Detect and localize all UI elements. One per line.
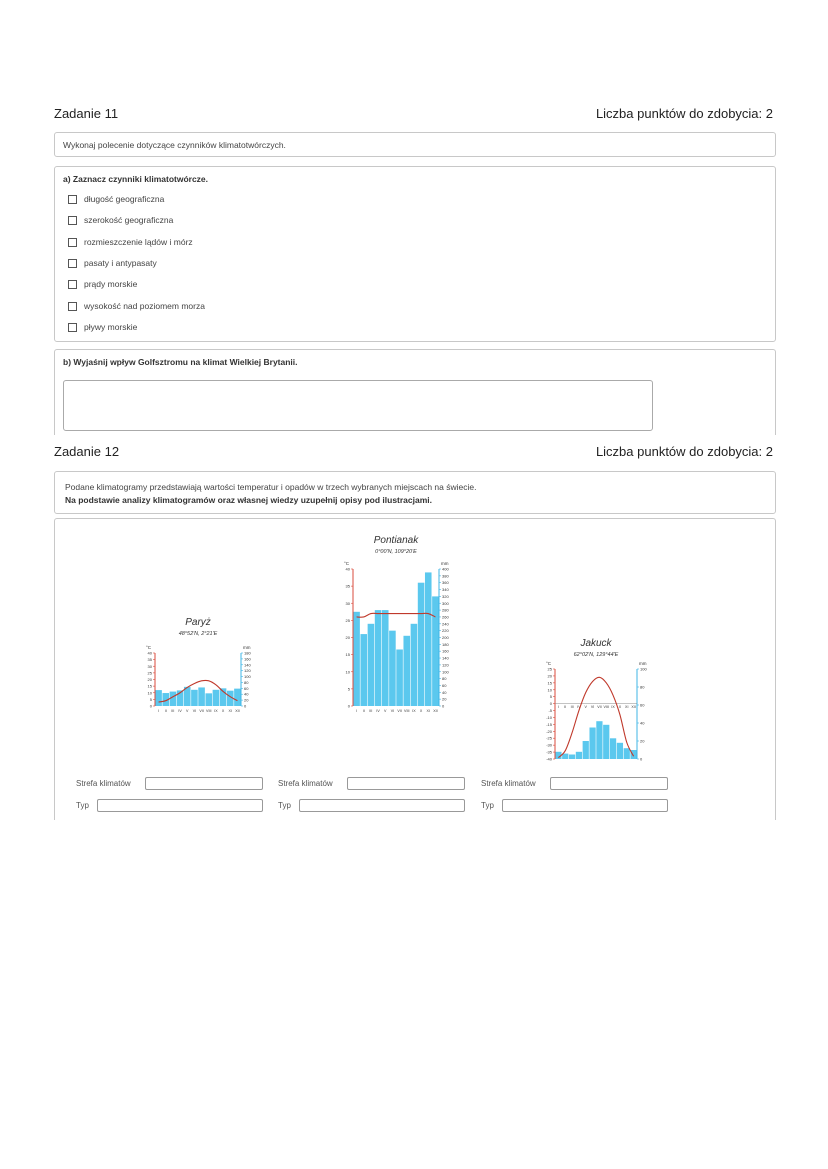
jakuck-temp-tick-label--40: -40 — [546, 756, 552, 762]
pontianak-unit-mm: mm — [441, 561, 449, 566]
jakuck-month-IV: IV — [577, 705, 581, 710]
checkbox[interactable] — [68, 302, 77, 311]
paris-precip-bar-VIII — [205, 693, 212, 706]
paris-temp-tick-label-15: 15 — [147, 683, 152, 689]
pontianak-precip-tick-label-380: 380 — [442, 573, 449, 579]
jakuck-temp-tick-label--10: -10 — [546, 714, 552, 720]
paris-precip-bar-XII — [234, 689, 241, 706]
paris-zone-input[interactable] — [145, 777, 263, 790]
pontianak-precip-tick-label-40: 40 — [442, 689, 447, 695]
paris-zone-label: Strefa klimatów — [76, 779, 131, 788]
jakuck-temp-tick-label-15: 15 — [547, 680, 552, 686]
jakuck-precip-bar-V — [583, 741, 589, 759]
jakuck-precip-bar-X — [617, 743, 623, 759]
paris-precip-bar-III — [170, 692, 177, 706]
paris-title: Paryż — [185, 617, 211, 628]
paris-month-XII: XII — [235, 709, 240, 713]
pontianak-precip-tick-label-80: 80 — [442, 676, 447, 682]
pontianak-month-XI: XI — [426, 709, 430, 713]
paris-precip-bar-IX — [213, 690, 220, 706]
task11-instruction-box — [54, 132, 776, 157]
pontianak-precip-tick-label-0: 0 — [442, 703, 445, 709]
jakuck-temp-tick-label-20: 20 — [547, 673, 552, 679]
paris-precip-tick-label-160: 160 — [244, 656, 251, 662]
paris-month-XI: XI — [228, 709, 232, 713]
pontianak-type-input[interactable] — [299, 799, 465, 812]
pontianak-precip-bar-IX — [411, 624, 418, 706]
pontianak-unit-c: °C — [344, 561, 350, 566]
pontianak-month-VIII: VIII — [404, 709, 410, 713]
pontianak-month-III: III — [369, 709, 373, 713]
pontianak-temp-tick-label-5: 5 — [347, 686, 350, 692]
pontianak-month-XII: XII — [433, 709, 438, 713]
option-label: szerokość geograficzna — [84, 215, 174, 225]
jakuck-precip-tick-label-100: 100 — [640, 666, 647, 672]
pontianak-month-II: II — [362, 709, 365, 713]
task12-instruction-box — [54, 471, 776, 514]
pontianak-precip-bar-II — [360, 634, 367, 706]
jakuck-temp-tick-label-5: 5 — [549, 694, 552, 700]
paris-coords: 48°52'N, 2°21'E — [178, 631, 218, 637]
paris-type-label: Typ — [76, 801, 89, 810]
jakuck-temp-tick-label--25: -25 — [546, 735, 552, 741]
pontianak-month-IV: IV — [376, 709, 380, 713]
paris-temp-tick-label-10: 10 — [147, 690, 152, 696]
paris-month-IX: IX — [214, 709, 218, 713]
jakuck-month-VIII: VIII — [603, 705, 609, 710]
paris-precip-bar-I — [155, 690, 162, 706]
pontianak-precip-tick-label-60: 60 — [442, 682, 447, 688]
pontianak-type-label: Typ — [278, 801, 291, 810]
paris-precip-tick-label-0: 0 — [244, 703, 247, 709]
jakuck-precip-bar-III — [569, 755, 575, 760]
jakuck-coords: 62°02'N, 129°44'E — [573, 652, 619, 658]
pontianak-month-V: V — [384, 709, 387, 713]
pontianak-temp-tick-label-25: 25 — [345, 617, 350, 623]
pontianak-precip-bar-VII — [396, 649, 403, 706]
pontianak-precip-bar-VI — [389, 631, 396, 706]
jakuck-month-VII: VII — [597, 705, 602, 710]
jakuck-precip-bar-IX — [610, 738, 616, 759]
pontianak-month-I: I — [356, 709, 358, 713]
paris-temp-tick-label-25: 25 — [147, 670, 152, 676]
jakuck-zone-label: Strefa klimatów — [481, 779, 536, 788]
option-plywy[interactable] — [68, 322, 137, 332]
pontianak-precip-tick-label-200: 200 — [442, 635, 449, 640]
jakuck-month-III: III — [570, 705, 574, 710]
jakuck-precip-tick-label-40: 40 — [640, 720, 645, 726]
paris-temp-tick-label-0: 0 — [149, 703, 152, 709]
pontianak-precip-bar-I — [353, 612, 360, 706]
jakuck-precip-bar-VII — [596, 721, 602, 759]
paris-precip-tick-label-140: 140 — [244, 662, 251, 668]
jakuck-precip-tick-label-80: 80 — [640, 684, 645, 690]
paris-precip-tick-label-20: 20 — [244, 697, 249, 703]
option-label: długość geograficzna — [84, 194, 165, 204]
pontianak-precip-tick-label-300: 300 — [442, 600, 449, 606]
jakuck-type-input[interactable] — [502, 799, 668, 812]
jakuck-precip-bar-VI — [589, 728, 595, 760]
paris-month-VII: VII — [199, 709, 204, 713]
pontianak-precip-tick-label-220: 220 — [442, 628, 449, 634]
jakuck-month-XII: XII — [631, 705, 636, 710]
pontianak-month-VII: VII — [397, 709, 402, 713]
option-wysokosc[interactable] — [68, 301, 205, 311]
pontianak-title: Pontianak — [373, 535, 419, 546]
paris-precip-tick-label-80: 80 — [244, 679, 249, 685]
part-a-label: a) Zaznacz czynniki klimatotwórcze. — [63, 174, 209, 184]
paris-month-III: III — [171, 709, 175, 713]
pontianak-temp-tick-label-30: 30 — [345, 600, 350, 606]
checkbox[interactable] — [68, 216, 77, 225]
pontianak-temp-tick-label-10: 10 — [345, 669, 350, 675]
paris-unit-mm: mm — [243, 645, 251, 650]
pontianak-temp-tick-label-15: 15 — [345, 652, 350, 658]
jakuck-month-VI: VI — [590, 705, 595, 710]
pontianak-month-VI: VI — [390, 709, 395, 713]
pontianak-month-X: X — [419, 709, 423, 713]
jakuck-month-V: V — [584, 705, 587, 710]
jakuck-unit-c: °C — [546, 661, 552, 666]
pontianak-month-IX: IX — [412, 709, 416, 713]
checkbox[interactable] — [68, 238, 77, 247]
task11-part-a-box — [54, 166, 776, 342]
pontianak-precip-bar-XII — [432, 596, 439, 706]
pontianak-precip-bar-XI — [425, 572, 432, 706]
jakuck-temp-tick-label--20: -20 — [546, 728, 552, 734]
part-b-answer-textarea[interactable] — [63, 380, 653, 431]
climatograms — [55, 519, 775, 769]
checkbox[interactable] — [68, 280, 77, 289]
pontianak-precip-tick-label-400: 400 — [442, 566, 449, 572]
paris-precip-bar-VII — [198, 687, 205, 706]
pontianak-precip-tick-label-120: 120 — [442, 662, 449, 668]
pontianak-precip-bar-IV — [375, 610, 382, 706]
task11-part-b-box — [54, 349, 776, 435]
part-b-label: b) Wyjaśnij wpływ Golfsztromu na klimat Wielkiej Brytanii. — [63, 357, 298, 367]
checkbox[interactable] — [68, 323, 77, 332]
option-rozmieszczenie[interactable] — [68, 237, 193, 247]
jakuck-month-II: II — [564, 705, 567, 710]
jakuck-temp-tick-label--30: -30 — [546, 742, 552, 748]
paris-month-VI: VI — [192, 709, 197, 713]
paris-unit-c: °C — [146, 645, 152, 650]
pontianak-precip-bar-V — [382, 610, 389, 706]
paris-temp-tick-label-35: 35 — [147, 657, 152, 663]
task12-title: Zadanie 12 — [54, 444, 120, 459]
task12-instruction: Na podstawie analizy klimatogramów oraz własnej wiedzy uzupełnij opisy pod ilustracjami. — [65, 495, 433, 505]
paris-month-V: V — [186, 709, 189, 713]
jakuck-month-IX: IX — [611, 705, 615, 710]
jakuck-temp-tick-label-25: 25 — [547, 666, 552, 672]
paris-precip-bar-VI — [191, 690, 198, 706]
pontianak-precip-tick-label-140: 140 — [442, 655, 449, 661]
checkbox[interactable] — [68, 195, 77, 204]
paris-type-input[interactable] — [97, 799, 263, 812]
pontianak-temp-tick-label-40: 40 — [345, 566, 350, 572]
pontianak-temp-tick-label-20: 20 — [345, 635, 350, 640]
paris-precip-tick-label-120: 120 — [244, 668, 251, 674]
checkbox[interactable] — [68, 259, 77, 268]
paris-temp-tick-label-40: 40 — [147, 650, 152, 656]
task12-charts-box — [54, 518, 776, 820]
pontianak-temp-tick-label-0: 0 — [347, 703, 350, 709]
pontianak-precip-tick-label-360: 360 — [442, 580, 449, 586]
jakuck-month-I: I — [557, 705, 559, 710]
option-pasaty[interactable] — [68, 258, 157, 268]
pontianak-precip-tick-label-280: 280 — [442, 607, 449, 613]
jakuck-precip-tick-label-20: 20 — [640, 738, 645, 744]
pontianak-temp-tick-label-35: 35 — [345, 583, 350, 589]
task11-header — [54, 106, 773, 121]
pontianak-coords: 0°00'N, 109°20'E — [375, 549, 417, 555]
paris-temp-tick-label-5: 5 — [149, 696, 152, 702]
pontianak-zone-label: Strefa klimatów — [278, 779, 333, 788]
pontianak-precip-tick-label-240: 240 — [442, 621, 449, 627]
option-label: prądy morskie — [84, 279, 138, 289]
pontianak-precip-tick-label-100: 100 — [442, 669, 449, 675]
task11-instruction: Wykonaj polecenie dotyczące czynników klimatotwórczych. — [63, 140, 286, 150]
paris-precip-tick-label-60: 60 — [244, 685, 249, 691]
paris-precip-tick-label-180: 180 — [244, 650, 251, 656]
option-label: pasaty i antypasaty — [84, 258, 157, 268]
jakuck-unit-mm: mm — [639, 661, 647, 666]
pontianak-zone-input[interactable] — [347, 777, 465, 790]
paris-month-VIII: VIII — [206, 709, 212, 713]
task12-intro: Podane klimatogramy przedstawiają wartości temperatur i opadów w trzech wybranych miejscach na świecie. — [65, 482, 477, 492]
paris-precip-tick-label-100: 100 — [244, 674, 251, 680]
pontianak-precip-tick-label-340: 340 — [442, 587, 449, 593]
pontianak-precip-bar-X — [418, 583, 425, 706]
jakuck-precip-bar-VIII — [603, 725, 609, 759]
jakuck-month-X: X — [618, 705, 622, 710]
option-szerokosc[interactable] — [68, 215, 173, 225]
jakuck-month-XI: XI — [625, 705, 629, 710]
task11-points: Liczba punktów do zdobycia: 2 — [595, 106, 773, 121]
jakuck-precip-bar-IV — [576, 752, 582, 759]
pontianak-precip-bar-III — [368, 624, 375, 706]
pontianak-precip-tick-label-20: 20 — [442, 696, 447, 702]
jakuck-precip-tick-label-0: 0 — [640, 756, 643, 762]
jakuck-type-label: Typ — [481, 801, 494, 810]
jakuck-zone-input[interactable] — [550, 777, 668, 790]
jakuck-temp-tick-label-0: 0 — [549, 701, 552, 707]
paris-month-I: I — [158, 709, 160, 713]
pontianak-precip-bar-VIII — [403, 636, 410, 706]
jakuck-temp-tick-label--35: -35 — [546, 749, 552, 755]
jakuck-temp-tick-label--5: -5 — [548, 708, 552, 714]
option-dlugosc[interactable] — [68, 194, 164, 204]
task12-points: Liczba punktów do zdobycia: 2 — [595, 444, 773, 459]
jakuck-temp-tick-label--15: -15 — [546, 721, 552, 727]
paris-precip-tick-label-40: 40 — [244, 691, 249, 697]
option-prady[interactable] — [68, 279, 137, 289]
paris-temp-tick-label-30: 30 — [147, 663, 152, 669]
pontianak-precip-tick-label-180: 180 — [442, 641, 449, 647]
jakuck-title: Jakuck — [580, 638, 612, 649]
option-label: pływy morskie — [84, 322, 138, 332]
pontianak-precip-tick-label-320: 320 — [442, 593, 449, 599]
paris-temp-tick-label-20: 20 — [147, 677, 152, 682]
task11-title: Zadanie 11 — [54, 106, 119, 121]
jakuck-precip-bar-XI — [624, 748, 630, 759]
option-label: rozmieszczenie lądów i mórz — [84, 237, 193, 247]
paris-month-X: X — [221, 709, 225, 713]
task12-header — [54, 444, 773, 459]
pontianak-precip-tick-label-260: 260 — [442, 614, 449, 620]
option-label: wysokość nad poziomem morza — [84, 301, 205, 311]
pontianak-precip-tick-label-160: 160 — [442, 648, 449, 654]
jakuck-precip-tick-label-60: 60 — [640, 702, 645, 708]
jakuck-temp-tick-label-10: 10 — [547, 687, 552, 693]
paris-month-IV: IV — [178, 709, 182, 713]
paris-month-II: II — [164, 709, 167, 713]
